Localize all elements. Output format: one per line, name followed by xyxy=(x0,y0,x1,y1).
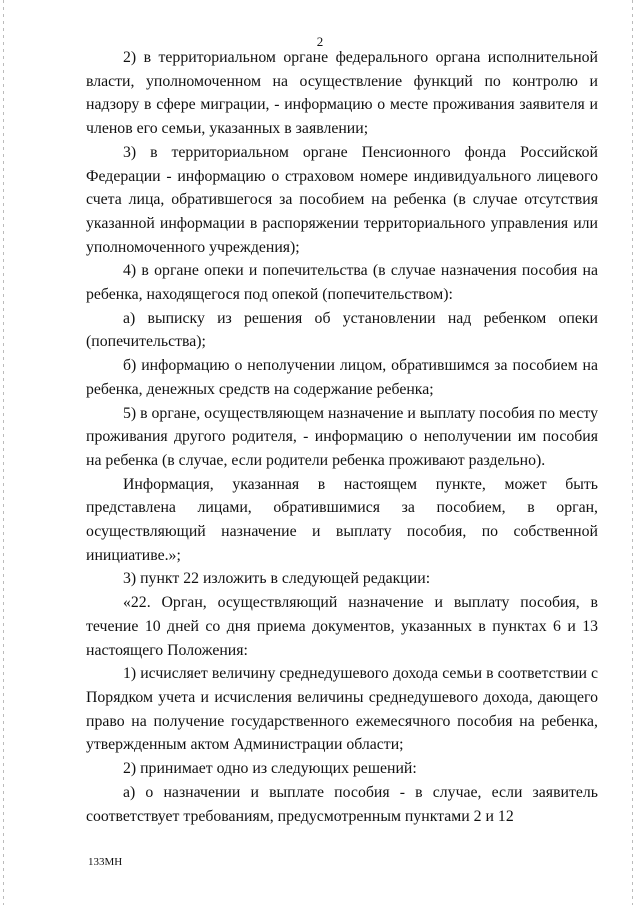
left-edge-mark xyxy=(3,0,4,905)
paragraph: 4) в органе опеки и попечительства (в случае назначения пособия на ребенка, находящегося под опекой (попечительством): xyxy=(86,262,598,304)
document-body xyxy=(86,46,598,828)
document-code: 133МН xyxy=(88,856,123,868)
paragraph: 3) в территориальном органе Пенсионного фонда Российской Федерации - информацию о страховом номере индивидуального лицевого счета лица, обратившегося за пособием на ребенка (в случае отсутствия указанной информации в распоряжении территориального управления или уполномоченного учреждения); xyxy=(86,143,598,256)
paragraph: 3) пункт 22 изложить в следующей редакции: xyxy=(123,570,431,588)
paragraph: б) информацию о неполучении лицом, обратившимся за пособием на ребенка, денежных средств на содержание ребенка; xyxy=(86,357,598,398)
paragraph: 2) в территориальном органе федерального органа исполнительной власти, уполномоченном на осуществление функций по контролю и надзору в сфере миграции, - информацию о месте проживания заявителя и членов его семьи, указанных в заявлении; xyxy=(86,49,598,138)
paragraph: 5) в органе, осуществляющем назначение и выплату пособия по месту проживания другого родителя, - информацию о неполучении им пособия на ребенка (в случае, если родители ребенка проживают раздельно). xyxy=(86,404,598,469)
paragraph: «22. Орган, осуществляющий назначение и выплату пособия, в течение 10 дней со дня приема документов, указанных в пунктах 6 и 13 настоящего Положения: xyxy=(86,594,598,659)
paragraph: Информация, указанная в настоящем пункте, может быть представлена лицами, обратившимися за пособием, в орган, осуществляющий назначение и выплату пособия, по собственной инициативе.»; xyxy=(86,475,598,564)
right-edge-mark xyxy=(632,0,633,905)
paragraph: 2) принимает одно из следующих решений: xyxy=(123,760,417,778)
page-number: 2 xyxy=(316,34,324,49)
paragraph: а) о назначении и выплате пособия - в случае, если заявитель соответствует требованиям, предусмотренным пунктами 2 и 12 xyxy=(86,783,598,825)
paragraph: 1) исчисляет величину среднедушевого дохода семьи в соответствии с Порядком учета и исчисления величины среднедушевого дохода, дающего право на получение государственного ежемесячного пособия на ребенка, утвержденным актом Администрации области; xyxy=(86,665,598,754)
paragraph: а) выписку из решения об установлении над ребенком опеки (попечительства); xyxy=(86,309,598,351)
